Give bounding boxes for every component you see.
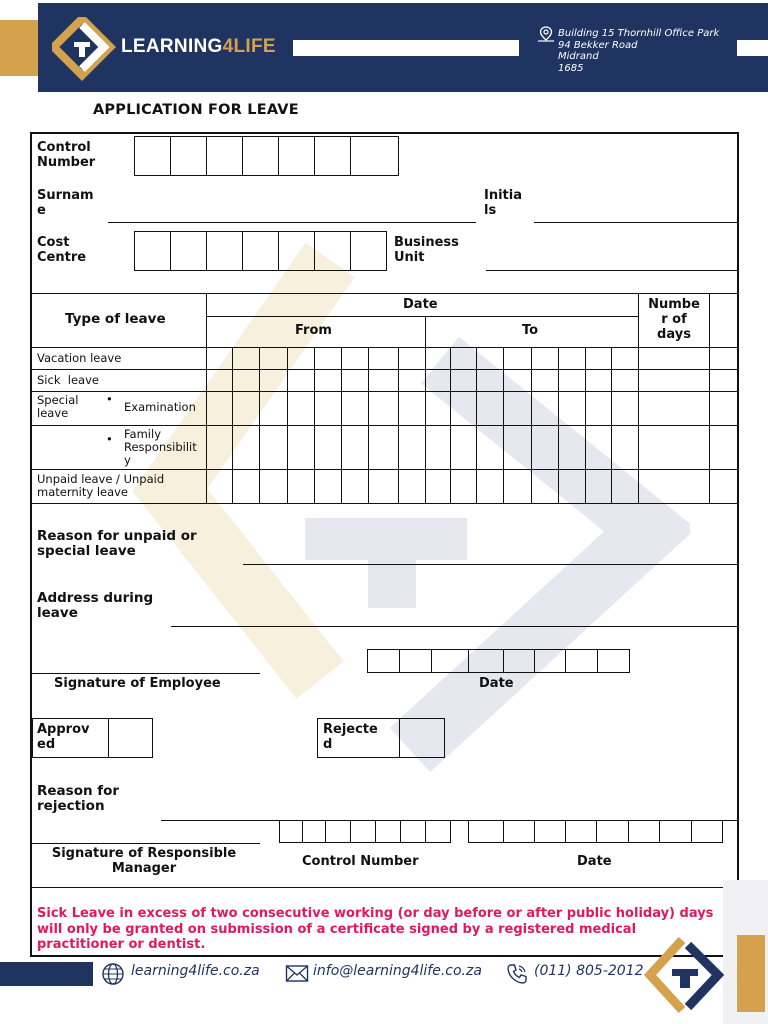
approved-label <box>37 722 90 752</box>
signature-manager-line1: Signature of Responsible <box>51 846 237 861</box>
approved-line2: ed <box>37 737 56 752</box>
reason-unpaid-field[interactable] <box>243 564 737 565</box>
manager-date-digit-2[interactable] <box>503 820 535 843</box>
control-number-digit-4[interactable] <box>242 136 279 176</box>
family-line1: Family <box>124 427 162 441</box>
date-header-divider <box>206 316 638 317</box>
manager-control-digit-2[interactable] <box>302 820 326 843</box>
from-cell-divider <box>398 347 399 503</box>
to-cell-divider <box>476 347 477 503</box>
employee-date-digit-3[interactable] <box>431 649 469 673</box>
from-to-divider <box>425 316 426 503</box>
to-cell-divider <box>611 347 612 503</box>
manager-control-digit-6[interactable] <box>400 820 426 843</box>
surname-label-line1: Surnam <box>37 188 94 203</box>
address-during-leave-label <box>37 591 153 621</box>
leave-table-divider <box>206 293 207 503</box>
manager-control-digit-7[interactable] <box>425 820 451 843</box>
manager-date-digit-4[interactable] <box>565 820 597 843</box>
logo-4life: 4LIFE <box>222 36 276 57</box>
email-link[interactable]: info@learning4life.co.za <box>313 963 482 979</box>
employee-date-digit-8[interactable] <box>597 649 630 673</box>
address-during-leave-field[interactable] <box>171 626 737 627</box>
header-white-bar-right <box>737 40 768 56</box>
email-icon <box>285 964 309 984</box>
employee-date-digit-6[interactable] <box>534 649 566 673</box>
cost-centre-label-line2: Centre <box>37 250 87 265</box>
unpaid-line1: Unpaid leave / Unpaid <box>37 472 165 486</box>
website-link[interactable]: learning4life.co.za <box>131 963 260 979</box>
phone-number[interactable]: (011) 805-2012 <box>534 963 644 979</box>
manager-date-digit-7[interactable] <box>659 820 692 843</box>
employee-date-digit-5[interactable] <box>503 649 535 673</box>
business-unit-label-line1: Business <box>394 235 459 250</box>
location-pin-icon <box>537 25 555 43</box>
from-cell-divider <box>287 347 288 503</box>
initials-label-line2: ls <box>484 203 497 218</box>
from-cell-divider <box>232 347 233 503</box>
initials-label <box>484 188 522 218</box>
business-unit-field[interactable] <box>486 270 737 271</box>
leave-table-bottom-border <box>32 503 738 504</box>
rejected-checkbox[interactable] <box>400 719 444 757</box>
logo-mark-icon <box>52 17 118 83</box>
days-header-line2: r of <box>661 312 687 327</box>
reason-unpaid-label <box>37 529 197 559</box>
approved-checkbox[interactable] <box>109 719 152 757</box>
days-header-line1: Numbe <box>648 297 700 312</box>
employee-date-digit-7[interactable] <box>565 649 598 673</box>
reason-rejection-line1: Reason for <box>37 783 120 799</box>
control-number-digit-1[interactable] <box>134 136 171 176</box>
cost-centre-digit-2[interactable] <box>170 231 207 271</box>
footer-navy-band <box>0 962 93 986</box>
employee-date-digit-2[interactable] <box>399 649 432 673</box>
from-cell-divider <box>341 347 342 503</box>
to-cell-divider <box>503 347 504 503</box>
leave-row-divider <box>32 347 738 348</box>
control-number-digit-7[interactable] <box>350 136 399 176</box>
control-number-label-line1: Control <box>37 140 91 155</box>
rejected-label <box>323 722 378 752</box>
leave-row-divider <box>32 369 738 370</box>
globe-icon <box>101 962 125 986</box>
initials-field[interactable] <box>534 222 737 223</box>
manager-control-digit-5[interactable] <box>375 820 401 843</box>
cost-centre-digit-5[interactable] <box>278 231 315 271</box>
control-number-digit-2[interactable] <box>170 136 207 176</box>
cost-centre-label-line1: Cost <box>37 235 70 250</box>
to-header: To <box>522 323 539 338</box>
page-title: APPLICATION FOR LEAVE <box>93 102 299 118</box>
special-leave-line1: Special <box>37 393 79 407</box>
cost-centre-label <box>37 235 86 265</box>
manager-date-label: Date <box>577 854 612 869</box>
rejected-line1: Rejecte <box>323 722 378 737</box>
reason-unpaid-line1: Reason for unpaid or <box>37 528 197 544</box>
surname-label <box>37 188 94 218</box>
manager-date-digit-5[interactable] <box>596 820 629 843</box>
leave-table-divider <box>709 293 710 503</box>
reason-unpaid-line2: special leave <box>37 543 136 559</box>
family-line3: y <box>124 453 131 467</box>
business-unit-label-line2: Unit <box>394 250 425 265</box>
cost-centre-digit-4[interactable] <box>242 231 279 271</box>
manager-date-digit-1[interactable] <box>468 820 504 843</box>
signature-manager-line2: Manager <box>111 861 177 876</box>
address-leave-line2: leave <box>37 605 78 621</box>
company-address <box>558 28 719 74</box>
family-line2: Responsibilit <box>124 440 197 454</box>
manager-date-digit-6[interactable] <box>628 820 660 843</box>
cost-centre-digit-6[interactable] <box>314 231 351 271</box>
address-line-4: 1685 <box>558 62 584 74</box>
from-header: From <box>295 323 332 338</box>
manager-date-digit-8[interactable] <box>691 820 723 843</box>
control-number-digit-5[interactable] <box>278 136 315 176</box>
special-leave-line2: leave <box>37 406 69 420</box>
signature-employee-label: Signature of Employee <box>54 676 221 691</box>
sick-leave-label: Sick leave <box>37 373 99 387</box>
unpaid-leave-label <box>37 473 164 499</box>
reason-rejection-line2: rejection <box>37 798 105 814</box>
days-header-line3: days <box>657 327 691 342</box>
control-number-label <box>37 140 95 170</box>
special-leave-label <box>37 394 78 420</box>
from-cell-divider <box>368 347 369 503</box>
to-cell-divider <box>531 347 532 503</box>
footer-gold-accent <box>737 935 765 1012</box>
control-number-digit-6[interactable] <box>314 136 351 176</box>
signature-manager-label <box>36 846 252 876</box>
bullet-icon: • <box>106 432 113 446</box>
cost-centre-digit-7[interactable] <box>350 231 387 271</box>
sick-leave-notice: Sick Leave in excess of two consecutive working (or day before or after public holiday) days will only be granted on submission of a certificate signed by a registered medical practitioner or dentist. <box>37 906 714 952</box>
manager-control-digit-3[interactable] <box>325 820 351 843</box>
unpaid-line2: maternity leave <box>37 485 129 499</box>
control-number-label-2: Control Number <box>302 854 419 869</box>
leave-row-divider <box>32 469 738 470</box>
number-of-days-header <box>645 297 703 342</box>
manager-date-digit-3[interactable] <box>534 820 566 843</box>
notice-top-border <box>32 887 738 888</box>
type-of-leave-header: Type of leave <box>65 311 166 327</box>
logo-mark-footer-icon <box>642 935 728 1015</box>
employee-signature-field[interactable] <box>32 673 260 674</box>
employee-date-label: Date <box>479 676 514 691</box>
initials-label-line1: Initia <box>484 188 522 203</box>
control-number-label-line2: Number <box>37 155 96 170</box>
cost-centre-digit-3[interactable] <box>206 231 243 271</box>
approved-line1: Approv <box>37 722 90 737</box>
manager-control-digit-1[interactable] <box>279 820 303 843</box>
vacation-leave-label: Vacation leave <box>37 351 122 365</box>
surname-field[interactable] <box>108 222 476 223</box>
phone-icon <box>506 963 528 985</box>
to-cell-divider <box>585 347 586 503</box>
bullet-icon: • <box>106 392 113 406</box>
surname-label-line2: e <box>37 203 46 218</box>
address-line-2: 94 Bekker Road <box>558 39 638 51</box>
leave-table-top-border <box>32 293 738 294</box>
control-number-digit-3[interactable] <box>206 136 243 176</box>
address-line-3: Midrand <box>558 51 599 62</box>
to-cell-divider <box>558 347 559 503</box>
from-cell-divider <box>259 347 260 503</box>
rejected-line2: d <box>323 737 333 752</box>
examination-label: Examination <box>124 400 196 414</box>
leave-table-divider <box>638 293 639 503</box>
manager-control-digit-4[interactable] <box>350 820 376 843</box>
to-cell-divider <box>450 347 451 503</box>
employee-date-digit-1[interactable] <box>367 649 400 673</box>
header-white-bar <box>293 40 519 56</box>
address-line-1: Building 15 Thornhill Office Park <box>558 28 720 39</box>
cost-centre-digit-1[interactable] <box>134 231 171 271</box>
header-gold-accent <box>0 20 38 76</box>
employee-date-digit-4[interactable] <box>468 649 504 673</box>
leave-row-divider <box>32 391 738 392</box>
logo-learning: LEARNING <box>121 36 223 57</box>
date-header: Date <box>403 297 438 312</box>
address-leave-line1: Address during <box>37 590 154 606</box>
manager-signature-field[interactable] <box>32 843 260 844</box>
reason-rejection-label <box>37 784 119 814</box>
business-unit-label <box>394 235 459 265</box>
family-responsibility-label <box>124 428 197 467</box>
from-cell-divider <box>314 347 315 503</box>
logo-wordmark <box>121 36 276 58</box>
leave-row-divider <box>32 425 738 426</box>
